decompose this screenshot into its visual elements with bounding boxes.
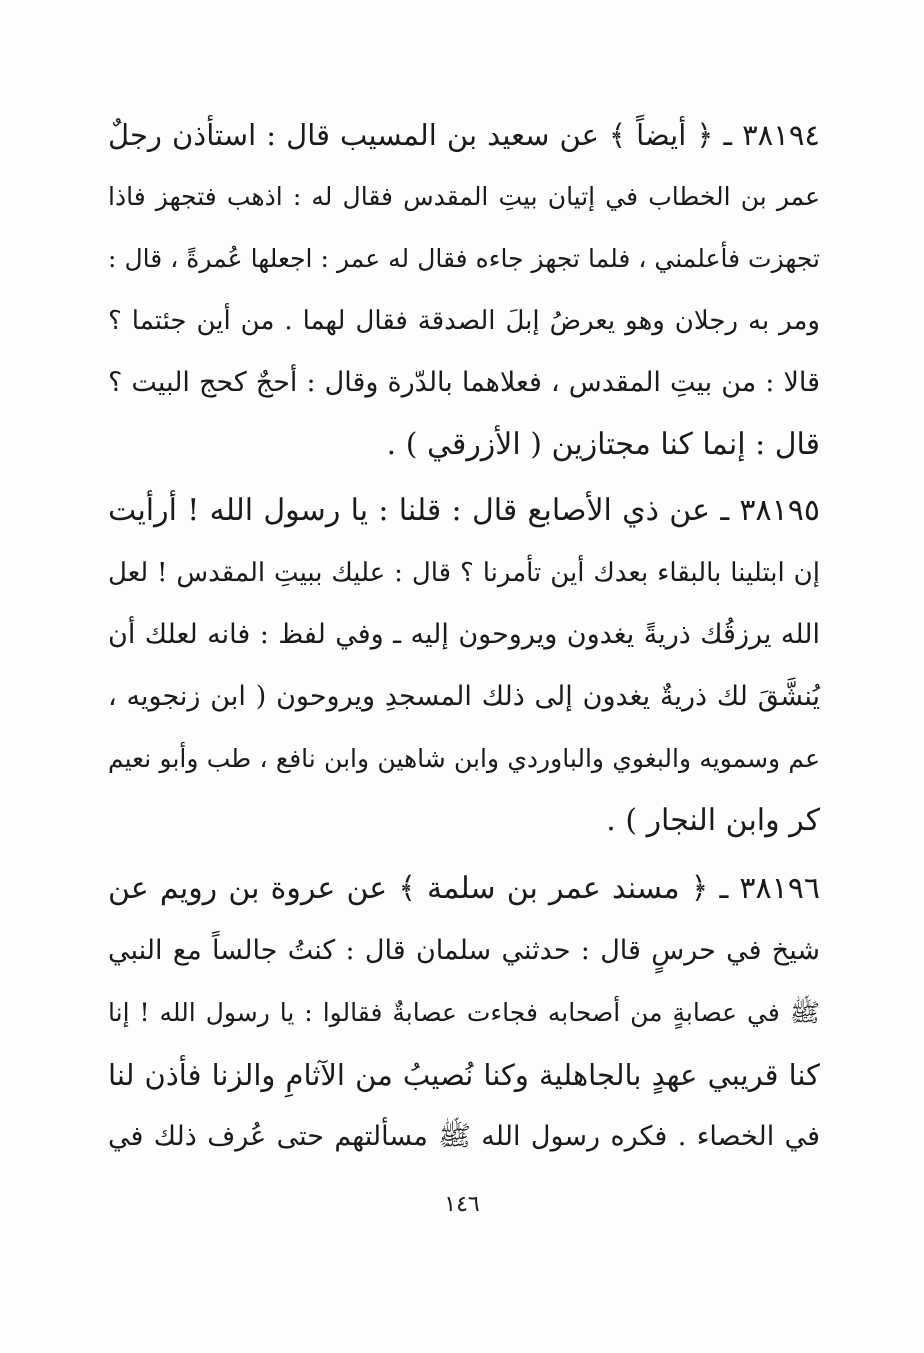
text-line: قال : إنما كنا مجتازين ( الأزرقي ) . — [386, 427, 820, 462]
hadith-38195 — [108, 480, 820, 852]
page-number: ١٤٦ — [444, 1192, 480, 1217]
text-line: ٣٨١٩٤ ـ ﴿ أيضاً ﴾ عن سعيد بن المسيب قال : استأذن رجلٌ — [108, 118, 820, 152]
text-line: قالا : من بيتِ المقدس ، فعلاهما بالدّرة وقال : أحجٌ كحج البيت ؟ — [108, 367, 820, 398]
text-line: شيخ في حرسٍ قال : حدثني سلمان قال : كنتُ جالساً مع النبي — [108, 935, 820, 966]
text-line: ٣٨١٩٥ ـ عن ذي الأصابع قال : قلنا : يا رسول الله ! أرأيت — [108, 493, 820, 528]
text-line: الله يرزقُك ذريةً يغدون ويروحون إليه ـ وفي لفظ : فانه لعلك أن — [108, 619, 820, 650]
text-line: في الخصاء . فكره رسول الله ﷺ مسألتهم حتى عُرف ذلك في — [108, 1121, 820, 1152]
text-line: عم وسمويه والبغوي والباوردي وابن شاهين وابن نافع ، طب وأبو نعيم — [108, 744, 820, 773]
hadith-38196 — [108, 858, 820, 1168]
hadith-38194 — [108, 104, 820, 476]
text-line: ٣٨١٩٦ ـ ﴿ مسند عمر بن سلمة ﴾ عن عروة بن رويم عن — [108, 871, 820, 906]
text-line: كر وابن النجار ) . — [606, 803, 820, 838]
text-line: يُنشَّقَ لك ذريةٌ يغدون إلى ذلك المسجدِ ويروحون ( ابن زنجويه ، — [108, 681, 820, 712]
text-line: إن ابتلينا بالبقاء بعدك أين تأمرنا ؟ قال : عليك ببيتِ المقدس ! لعل — [108, 558, 820, 588]
text-line: ﷺ في عصابةٍ من أصحابه فجاءت عصابةٌ فقالوا : يا رسول الله ! إنا — [108, 998, 820, 1027]
text-line: تجهزت فأعلمني ، فلما تجهز جاءه فقال له عمر : اجعلها عُمرةً ، قال : — [108, 244, 820, 273]
text-line: كنا قريبي عهدٍ بالجاهلية وكنا نُصيبُ من الآثامِ والزنا فأذن لنا — [108, 1058, 820, 1092]
text-line: ومر به رجلان وهو يعرضُ إبلَ الصدقة فقال لهما . من أين جئتما ؟ — [108, 306, 820, 336]
text-line: عمر بن الخطاب في إتيان بيتِ المقدس فقال له : اذهب فتجهز فاذا — [108, 182, 820, 211]
